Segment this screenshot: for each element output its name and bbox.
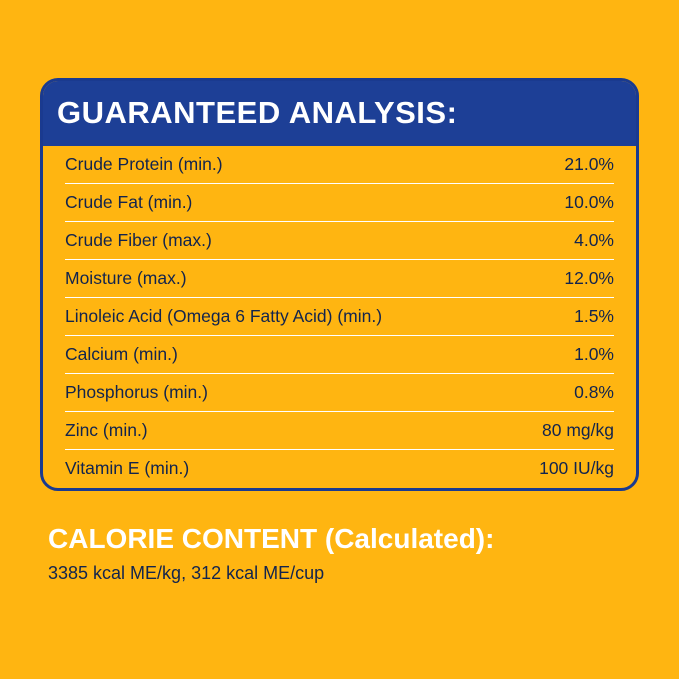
table-row: [65, 374, 614, 412]
guaranteed-analysis-title: GUARANTEED ANALYSIS:: [57, 95, 458, 130]
nutrient-name: Vitamin E (min.): [65, 458, 190, 479]
table-row: [65, 450, 614, 488]
nutrient-name: Crude Fiber (max.): [65, 229, 212, 250]
table-row: [65, 412, 614, 450]
table-row: [65, 222, 614, 260]
nutrient-value: 4.0%: [574, 229, 614, 250]
nutrient-value: 0.8%: [574, 381, 614, 402]
nutrient-name: Moisture (max.): [65, 267, 187, 288]
nutrient-value: 100 IU/kg: [539, 458, 614, 479]
nutrient-name: Zinc (min.): [65, 419, 148, 440]
calorie-content-value: 3385 kcal ME/kg, 312 kcal ME/cup: [48, 563, 325, 584]
nutrient-value: 1.5%: [574, 305, 614, 326]
nutrient-value: 1.0%: [574, 343, 614, 364]
nutrient-value: 10.0%: [564, 191, 614, 212]
calorie-content-title: CALORIE CONTENT (Calculated):: [48, 523, 495, 554]
table-row: [65, 260, 614, 298]
guaranteed-analysis-table: [43, 146, 636, 488]
nutrient-value: 21.0%: [564, 153, 614, 174]
nutrient-value: 80 mg/kg: [542, 419, 614, 440]
nutrient-name: Phosphorus (min.): [65, 381, 208, 402]
nutrient-value: 12.0%: [564, 267, 614, 288]
guaranteed-analysis-header: [43, 81, 636, 146]
table-row: [65, 184, 614, 222]
calorie-content-block: [48, 523, 648, 585]
nutrient-name: Crude Protein (min.): [65, 153, 223, 174]
table-row: [65, 298, 614, 336]
table-row: [65, 336, 614, 374]
table-row: [65, 146, 614, 184]
nutrient-name: Crude Fat (min.): [65, 191, 193, 212]
guaranteed-analysis-panel: [40, 78, 639, 491]
nutrient-name: Calcium (min.): [65, 343, 178, 364]
nutrient-name: Linoleic Acid (Omega 6 Fatty Acid) (min.): [65, 305, 383, 326]
